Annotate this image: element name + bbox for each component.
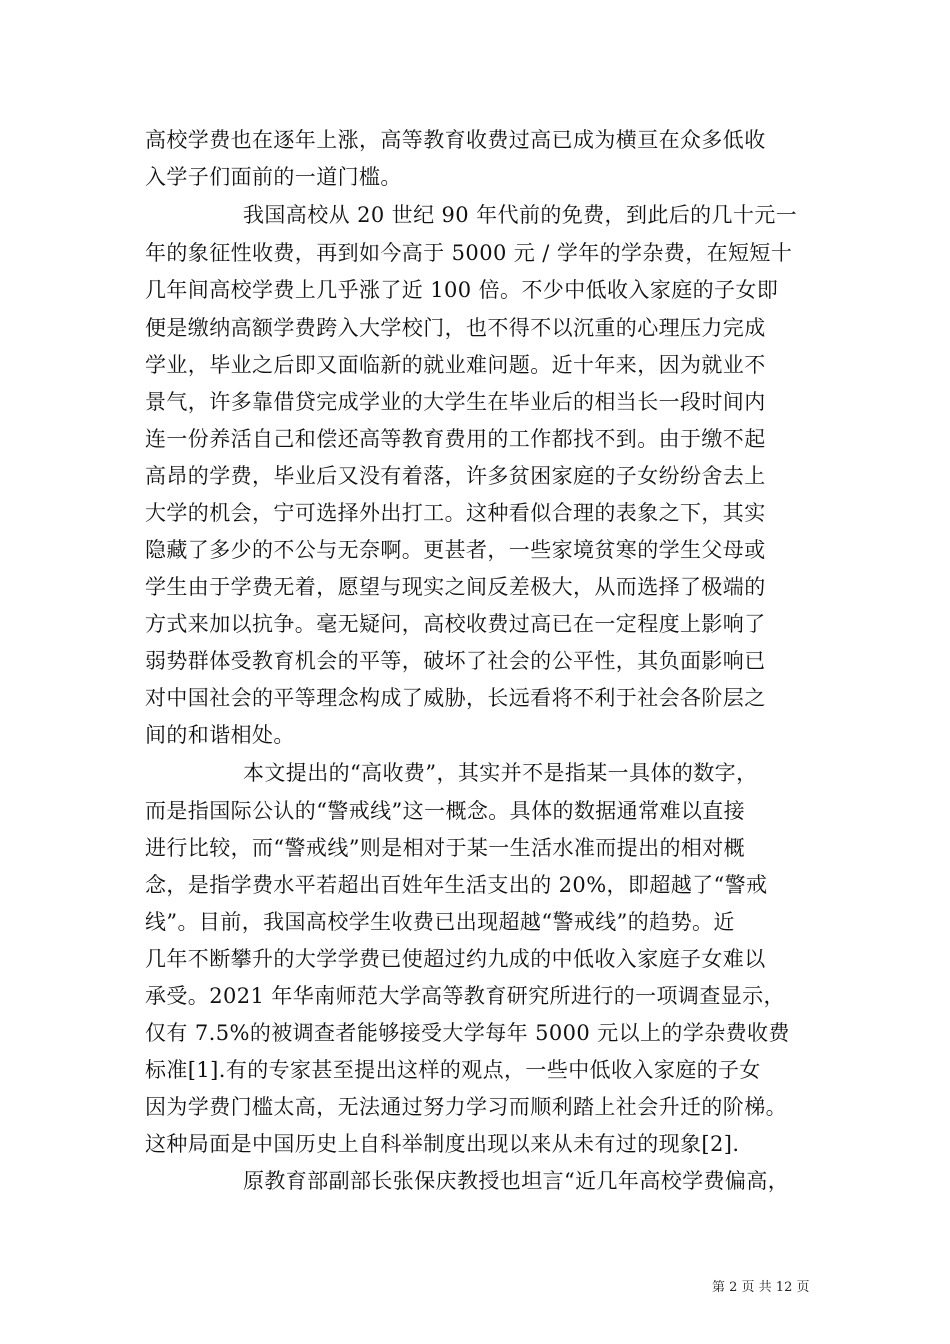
text-line-27: 因为学费门槛太高，无法通过努力学习而顺利踏上社会升迁的阶梯。 — [145, 1095, 787, 1119]
text-line-2: 入学子们面前的一道门槛。 — [145, 165, 402, 189]
text-line-13: 学生由于学费无着，愿望与现实之间反差极大，从而选择了极端的 — [145, 575, 766, 599]
page-number-footer: 第 2 页 共 12 页 — [712, 1280, 810, 1295]
text-line-29: 原教育部副部长张保庆教授也坦言“近几年高校学费偏高， — [243, 1169, 790, 1193]
text-line-24: 承受。2021 年华南师范大学高等教育研究所进行的一项调查显示， — [145, 984, 785, 1008]
text-line-28: 这种局面是中国历史上自科举制度出现以来从未有过的现象[2]. — [145, 1132, 740, 1156]
text-line-1: 高校学费也在逐年上涨，高等教育收费过高已成为横亘在众多低收 — [145, 128, 766, 152]
text-line-18: 本文提出的“高收费”，其实并不是指某一具体的数字， — [243, 761, 758, 785]
text-line-10: 高昂的学费，毕业后又没有着落，许多贫困家庭的子女纷纷舍去上 — [145, 464, 766, 488]
text-line-4: 年的象征性收费，再到如今高于 5000 元 / 学年的学杂费，在短短十 — [145, 241, 793, 265]
text-line-26: 标准[1].有的专家甚至提出这样的观点，一些中低收入家庭的子女 — [145, 1058, 761, 1082]
text-line-6: 便是缴纳高额学费跨入大学校门，也不得不以沉重的心理压力完成 — [145, 316, 766, 340]
text-line-20: 进行比较，而“警戒线”则是相对于某一生活水准而提出的相对概 — [145, 836, 746, 860]
text-line-17: 间的和谐相处。 — [145, 723, 295, 747]
text-line-3: 我国高校从 20 世纪 90 年代前的免费，到此后的几十元一 — [243, 203, 798, 227]
text-line-15: 弱势群体受教育机会的平等，破坏了社会的公平性，其负面影响已 — [145, 649, 766, 673]
text-line-14: 方式来加以抗争。毫无疑问，高校收费过高已在一定程度上影响了 — [145, 612, 766, 636]
text-line-22: 线”。目前，我国高校学生收费已出现超越“警戒线”的趋势。近 — [145, 910, 735, 934]
text-line-23: 几年不断攀升的大学学费已使超过约九成的中低收入家庭子女难以 — [145, 947, 766, 971]
text-line-21: 念，是指学费水平若超出百姓年生活支出的 20%，即超越了“警戒 — [145, 873, 768, 897]
text-line-11: 大学的机会，宁可选择外出打工。这种看似合理的表象之下，其实 — [145, 501, 766, 525]
text-line-5: 几年间高校学费上几乎涨了近 100 倍。不少中低收入家庭的子女即 — [145, 278, 779, 302]
text-line-9: 连一份养活自己和偿还高等教育费用的工作都找不到。由于缴不起 — [145, 427, 766, 451]
text-line-7: 学业，毕业之后即又面临新的就业难问题。近十年来，因为就业不 — [145, 353, 766, 377]
text-line-8: 景气，许多靠借贷完成学业的大学生在毕业后的相当长一段时间内 — [145, 390, 766, 414]
text-line-16: 对中国社会的平等理念构成了威胁，长远看将不利于社会各阶层之 — [145, 686, 766, 710]
text-line-19: 而是指国际公认的“警戒线”这一概念。具体的数据通常难以直接 — [145, 799, 746, 823]
text-line-25: 仅有 7.5%的被调查者能够接受大学每年 5000 元以上的学杂费收费 — [145, 1021, 790, 1045]
text-line-12: 隐藏了多少的不公与无奈啊。更甚者，一些家境贫寒的学生父母或 — [145, 538, 766, 562]
